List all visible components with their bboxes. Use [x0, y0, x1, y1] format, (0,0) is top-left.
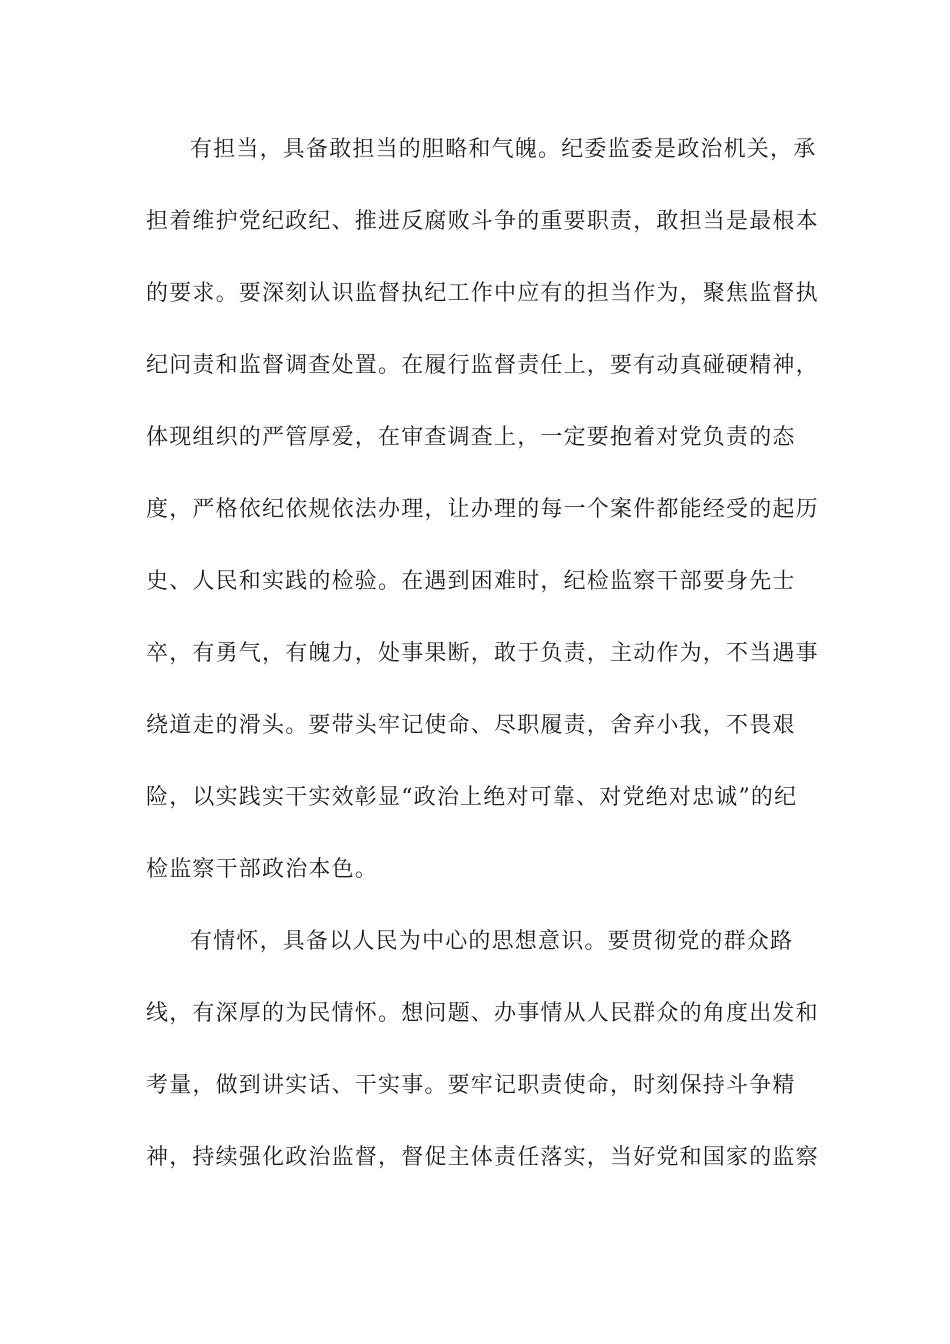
paragraph-1-line-7: 史、人民和实践的检验。在遇到困难时，纪检监察干部要身先士 [146, 569, 796, 594]
paragraph-1-line-4: 纪问责和监督调查处置。在履行监督责任上，要有动真碰硬精神， [146, 353, 819, 378]
paragraph-1-line-6: 度，严格依纪依规依法办理，让办理的每一个案件都能经受的起历 [146, 497, 819, 522]
paragraph-1-line-10: 险，以实践实干实效彰显“政治上绝对可靠、对党绝对忠诚”的纪 [146, 785, 798, 810]
paragraph-2-line-1: 有情怀，具备以人民为中心的思想意识。要贯彻党的群众路 [190, 929, 794, 954]
paragraph-1-line-8: 卒，有勇气，有魄力，处事果断，敢于负责，主动作为，不当遇事 [146, 641, 819, 666]
paragraph-1-line-2: 担着维护党纪政纪、推进反腐败斗争的重要职责，敢担当是最根本 [146, 209, 819, 234]
paragraph-1-line-9: 绕道走的滑头。要带头牢记使命、尽职履责，舍弃小我，不畏艰 [146, 713, 796, 738]
paragraph-1-line-1: 有担当，具备敢担当的胆略和气魄。纪委监委是政治机关，承 [190, 137, 817, 162]
paragraph-1-line-3: 的要求。要深刻认识监督执纪工作中应有的担当作为，聚焦监督执 [146, 281, 819, 306]
paragraph-1-line-5: 体现组织的严管厚爱，在审查调查上，一定要抱着对党负责的态 [146, 425, 796, 450]
paragraph-2-line-2: 线，有深厚的为民情怀。想问题、办事情从人民群众的角度出发和 [146, 1001, 819, 1026]
paragraph-1-line-11: 检监察干部政治本色。 [146, 857, 379, 882]
paragraph-2-line-3: 考量，做到讲实话、干实事。要牢记职责使命，时刻保持斗争精 [146, 1073, 796, 1098]
paragraph-2-line-4: 神，持续强化政治监督，督促主体责任落实，当好党和国家的监察 [146, 1145, 819, 1170]
